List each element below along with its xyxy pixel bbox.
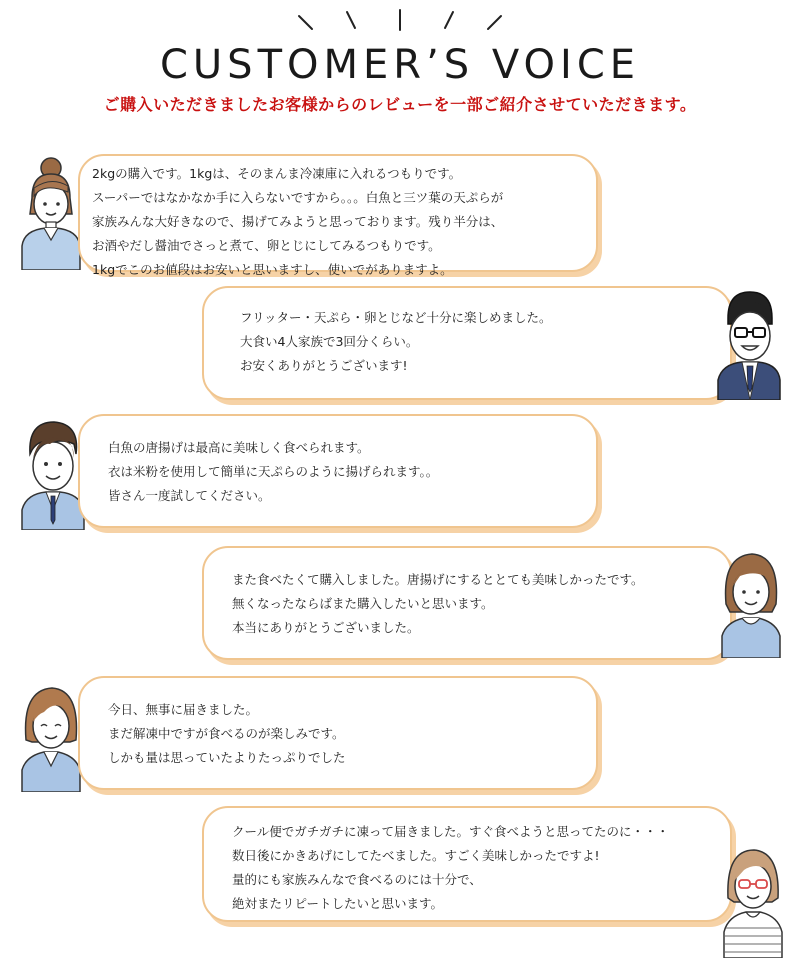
review-text-line: お酒やだし醤油でさっと煮て、卵とじにしてみるつもりです。 [92,238,441,253]
review-bubble [78,154,598,277]
woman-bob-hair-avatar [18,676,84,792]
man-suit-avatar [20,414,86,530]
ray-line [299,16,312,29]
review-text-line: 無くなったならばまた購入したいと思います。 [232,596,494,611]
review-text-line: 衣は米粉を使用して簡単に天ぷらのように揚げられます。。 [108,464,439,479]
review-text-line: スーパーではなかなか手に入らないですから。。。白魚と三ツ葉の天ぷらが [92,190,504,205]
review-bubble [78,676,598,790]
review-text-line: 量的にも家族みんなで食べるのには十分で、 [232,872,482,887]
page-title: CUSTOMER’S VOICE [159,42,641,88]
review-text-line: 白魚の唐揚げは最高に美味しく食べられます。 [108,440,370,455]
review-text-line: 大食い4人家族で3回分くらい。 [240,334,419,349]
review-text-line: 今日、無事に届きました。 [108,702,259,717]
review-text-line: 絶対またリピートしたいと思います。 [232,896,444,911]
review-text-line: しかも量は思っていたよりたっぷりでした [108,750,346,765]
review-text-line: 数日後にかきあげにしてたべました。すごく美味しかったですよ! [232,848,600,863]
ray-line [445,12,453,28]
page-subtitle: ご購入いただきましたお客様からのレビューを一部ご紹介させていただきます。 [103,95,697,114]
ray-line [488,16,501,29]
review-bubble [202,806,732,922]
review-text-line: 1kgでこのお値段はお安いと思いますし、使いでがありますよ。 [92,262,453,277]
ray-line [347,12,355,28]
review-text-line: 家族みんな大好きなので、揚げてみようと思っております。残り半分は、 [92,214,504,229]
review-text-line: 2kgの購入です。1kgは、そのまんま冷凍庫に入れるつもりです。 [92,166,462,181]
older-woman-glasses-avatar [720,838,786,958]
woman-blue-top-avatar [718,542,784,658]
review-text-line: お安くありがとうございます! [240,358,408,373]
review-text-line: まだ解凍中ですが食べるのが楽しみです。 [108,726,345,741]
review-bubble [202,286,732,400]
man-glasses-suit-avatar [716,284,782,400]
review-text-line: また食べたくて購入しました。唐揚げにするととても美味しかったです。 [232,572,644,587]
review-text-line: フリッター・天ぷら・卵とじなど十分に楽しめました。 [240,310,552,325]
review-bubble [78,414,598,528]
review-bubble [202,546,732,660]
review-text-line: 本当にありがとうございました。 [232,620,420,635]
review-text-line: 皆さん一度試してください。 [108,488,271,503]
woman-hair-bun-avatar [18,154,84,270]
review-text-line: クール便でガチガチに凍って届きました。すぐ食べようと思ってたのに・・・ [232,824,670,839]
